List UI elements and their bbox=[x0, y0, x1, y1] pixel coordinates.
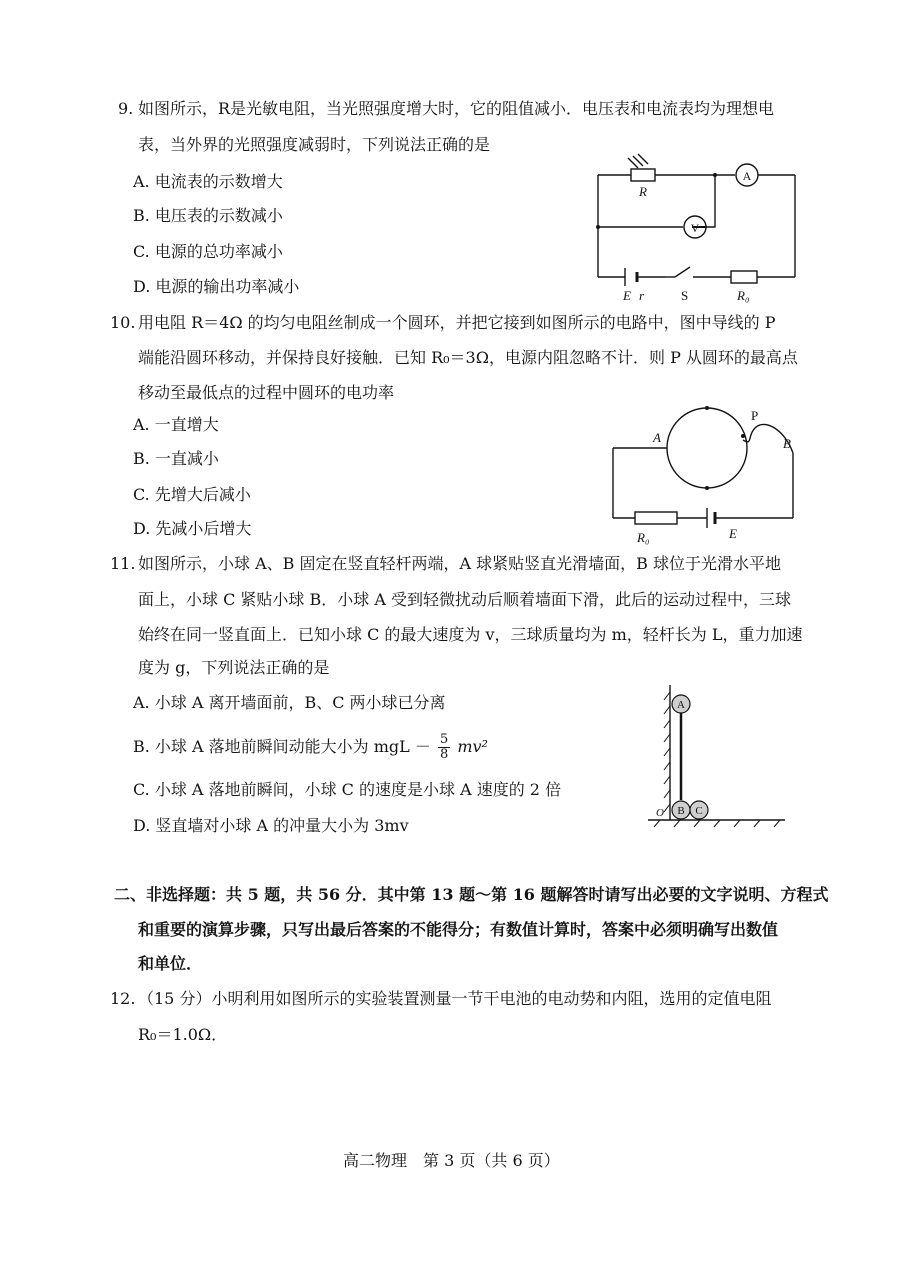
q11-fraction-numerator: 5 bbox=[439, 732, 449, 747]
q10-option-c: C. 先增大后减小 bbox=[133, 485, 251, 504]
q11-option-c: C. 小球 A 落地前瞬间，小球 C 的速度是小球 A 速度的 2 倍 bbox=[133, 780, 562, 799]
q11-stem-line2: 面上，小球 C 紧贴小球 B．小球 A 受到轻微扰动后顺着墙面下滑，此后的运动过程中，三球 bbox=[138, 590, 791, 609]
q9-label-r0: R₀ bbox=[737, 288, 750, 303]
q9-label-r-internal: r bbox=[639, 288, 645, 303]
q9-label-r: R bbox=[639, 184, 647, 199]
q10-label-b: B bbox=[783, 436, 791, 451]
q12-line1: （15 分）小明利用如图所示的实验装置测量一节干电池的电动势和内阻，选用的定值电阻 bbox=[138, 989, 772, 1008]
q11-stem-line4: 度为 g，下列说法正确的是 bbox=[138, 658, 330, 677]
q11-label-b: B bbox=[677, 805, 685, 817]
q9-stem-line2: 表，当外界的光照强度减弱时，下列说法正确的是 bbox=[138, 135, 491, 154]
q11-label-a: A bbox=[677, 699, 685, 711]
q9-option-c: C. 电源的总功率减小 bbox=[133, 242, 283, 261]
q9-option-b: B. 电压表的示数减小 bbox=[133, 206, 283, 225]
q10-number: 10. bbox=[110, 313, 136, 332]
q9-option-a: A. 电流表的示数增大 bbox=[133, 172, 283, 191]
q10-option-a: A. 一直增大 bbox=[133, 415, 219, 434]
q9-stem-line1: 如图所示，R是光敏电阻，当光照强度增大时，它的阻值减小．电压表和电流表均为理想电 bbox=[138, 99, 775, 118]
q10-label-r0: R₀ bbox=[637, 530, 650, 545]
q9-label-s: S bbox=[681, 288, 689, 303]
q11-label-c: C bbox=[695, 805, 703, 817]
q10-ring-symbol bbox=[667, 408, 747, 488]
q9-number: 9. bbox=[118, 99, 134, 118]
q12-number: 12. bbox=[110, 989, 136, 1008]
q11-option-b-suffix: mv² bbox=[457, 737, 488, 756]
q11-number: 11. bbox=[110, 554, 136, 573]
q10-option-b: B. 一直减小 bbox=[133, 449, 219, 468]
q11-option-b bbox=[133, 733, 488, 762]
q10-label-e: E bbox=[729, 526, 737, 541]
q10-stem-line2: 端能沿圆环移动，并保持良好接触．已知 R₀＝3Ω，电源内阻忽略不计．则 P 从圆环的最高点 bbox=[138, 348, 798, 367]
q12-line2: R₀＝1.0Ω． bbox=[138, 1025, 228, 1044]
q11-stem-line1: 如图所示，小球 A、B 固定在竖直轻杆两端，A 球紧贴竖直光滑墙面，B 球位于光滑水平地 bbox=[138, 554, 781, 573]
q10-option-d: D. 先减小后增大 bbox=[133, 519, 252, 538]
q11-rod-balls-diagram bbox=[640, 680, 790, 830]
q10-label-a: A bbox=[653, 430, 661, 445]
q10-label-p: P bbox=[751, 408, 759, 423]
q11-option-d: D. 竖直墙对小球 A 的冲量大小为 3mv bbox=[133, 816, 409, 835]
q11-option-a: A. 小球 A 离开墙面前，B、C 两小球已分离 bbox=[133, 693, 446, 712]
page-footer: 高二物理 第 3 页（共 6 页） bbox=[343, 1151, 560, 1170]
q11-fraction-denominator: 8 bbox=[439, 747, 449, 762]
q11-option-b-prefix: B. 小球 A 落地前瞬间动能大小为 mgL － bbox=[133, 737, 431, 756]
q9-circuit-junction bbox=[585, 150, 805, 310]
q10-ring-circuit-diagram bbox=[605, 398, 805, 548]
q10-stem-line3: 移动至最低点的过程中圆环的电功率 bbox=[138, 383, 395, 402]
q9-label-voltmeter: V bbox=[690, 221, 700, 235]
section2-line1: 二、非选择题：共 5 题，共 56 分．其中第 13 题～第 16 题解答时请写出必要的文字说明、方程式 bbox=[114, 885, 829, 904]
q9-label-ammeter: A bbox=[742, 169, 752, 183]
q11-label-o: O bbox=[656, 807, 664, 819]
q10-stem-line1: 用电阻 R＝4Ω 的均匀电阻丝制成一个圆环，并把它接到如图所示的电路中，图中导线的 P bbox=[138, 313, 776, 332]
section2-line2: 和重要的演算步骤，只写出最后答案的不能得分；有数值计算时，答案中必须明确写出数值 bbox=[138, 920, 779, 939]
q11-stem-line3: 始终在同一竖直面上．已知小球 C 的最大速度为 v，三球质量均为 m，轻杆长为 L，重力加速 bbox=[138, 625, 803, 644]
q9-label-e: E bbox=[623, 288, 631, 303]
section2-line3: 和单位． bbox=[138, 954, 203, 973]
q11-option-b-fraction bbox=[438, 733, 450, 762]
q10-r0-resistor-symbol bbox=[635, 512, 677, 524]
q9-option-d: D. 电源的输出功率减小 bbox=[133, 277, 300, 296]
